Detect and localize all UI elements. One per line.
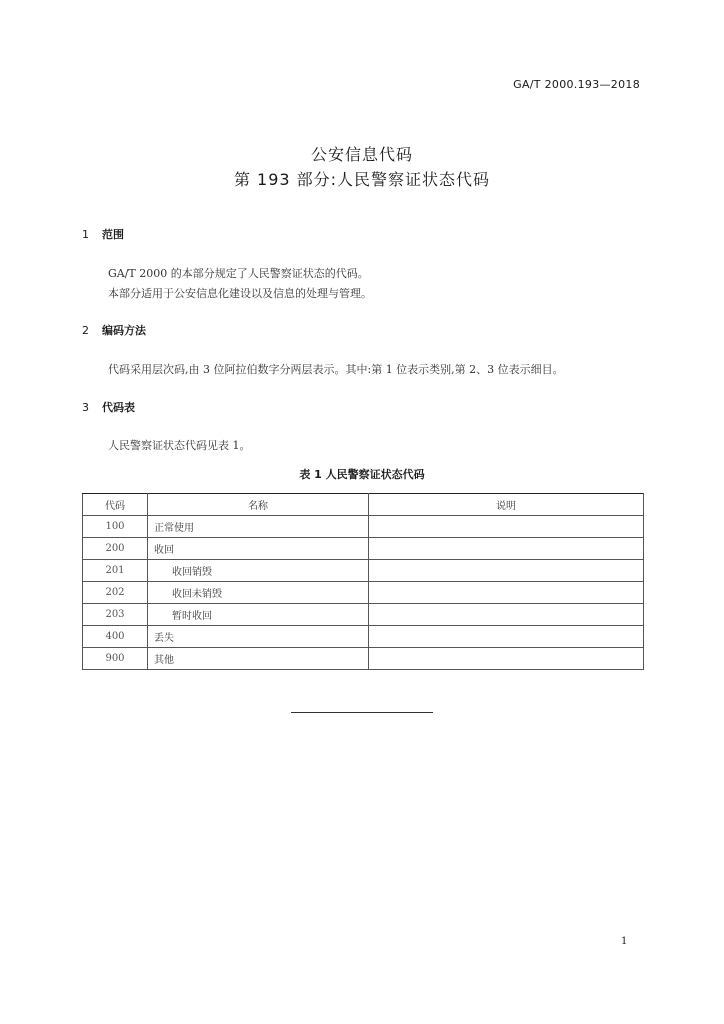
cell-code: 202 [83, 582, 148, 604]
cell-name: 收回销毁 [148, 560, 369, 582]
section-1-paragraph-2: 本部分适用于公安信息化建设以及信息的处理与管理。 [108, 287, 372, 300]
section-number: 3 [82, 401, 89, 414]
code-table [82, 493, 644, 670]
table-row [83, 648, 644, 670]
page-number: 1 [621, 936, 628, 947]
cell-name: 暂时收回 [148, 604, 369, 626]
table-header-row [83, 494, 644, 516]
cell-name: 其他 [148, 648, 369, 670]
section-number: 2 [82, 324, 89, 337]
table-row [83, 604, 644, 626]
cell-code: 900 [83, 648, 148, 670]
section-2-heading [82, 322, 146, 338]
section-title: 代码表 [102, 401, 135, 414]
column-header-desc: 说明 [369, 494, 644, 516]
section-title: 范围 [102, 228, 124, 241]
cell-desc [369, 582, 644, 604]
table-row [83, 538, 644, 560]
cell-desc [369, 560, 644, 582]
document-title: 公安信息代码 [310, 145, 413, 164]
section-number: 1 [82, 228, 89, 241]
cell-desc [369, 604, 644, 626]
cell-code: 400 [83, 626, 148, 648]
cell-desc [369, 538, 644, 560]
cell-code: 100 [83, 516, 148, 538]
table-row [83, 516, 644, 538]
column-header-name: 名称 [148, 494, 369, 516]
section-title: 编码方法 [102, 324, 146, 337]
cell-code: 201 [83, 560, 148, 582]
cell-name: 收回 [148, 538, 369, 560]
column-header-code: 代码 [83, 494, 148, 516]
table-caption: 表 1 人民警察证状态代码 [299, 468, 425, 481]
end-rule-divider [291, 712, 433, 713]
document-subtitle: 第 193 部分:人民警察证状态代码 [233, 170, 491, 189]
cell-desc [369, 516, 644, 538]
cell-desc [369, 626, 644, 648]
section-2-paragraph-1: 代码采用层次码,由 3 位阿拉伯数字分两层表示。其中:第 1 位表示类别,第 2、3 位表示细目。 [108, 363, 564, 376]
section-1-heading [82, 226, 124, 242]
table-row [83, 560, 644, 582]
cell-code: 200 [83, 538, 148, 560]
cell-desc [369, 648, 644, 670]
cell-code: 203 [83, 604, 148, 626]
standard-code: GA/T 2000.193—2018 [513, 78, 640, 91]
section-3-heading [82, 399, 135, 415]
section-3-paragraph-1: 人民警察证状态代码见表 1。 [108, 439, 251, 452]
cell-name: 正常使用 [148, 516, 369, 538]
cell-name: 丢失 [148, 626, 369, 648]
table-row [83, 582, 644, 604]
cell-name: 收回未销毁 [148, 582, 369, 604]
table-row [83, 626, 644, 648]
section-1-paragraph-1: GA/T 2000 的本部分规定了人民警察证状态的代码。 [108, 267, 369, 280]
